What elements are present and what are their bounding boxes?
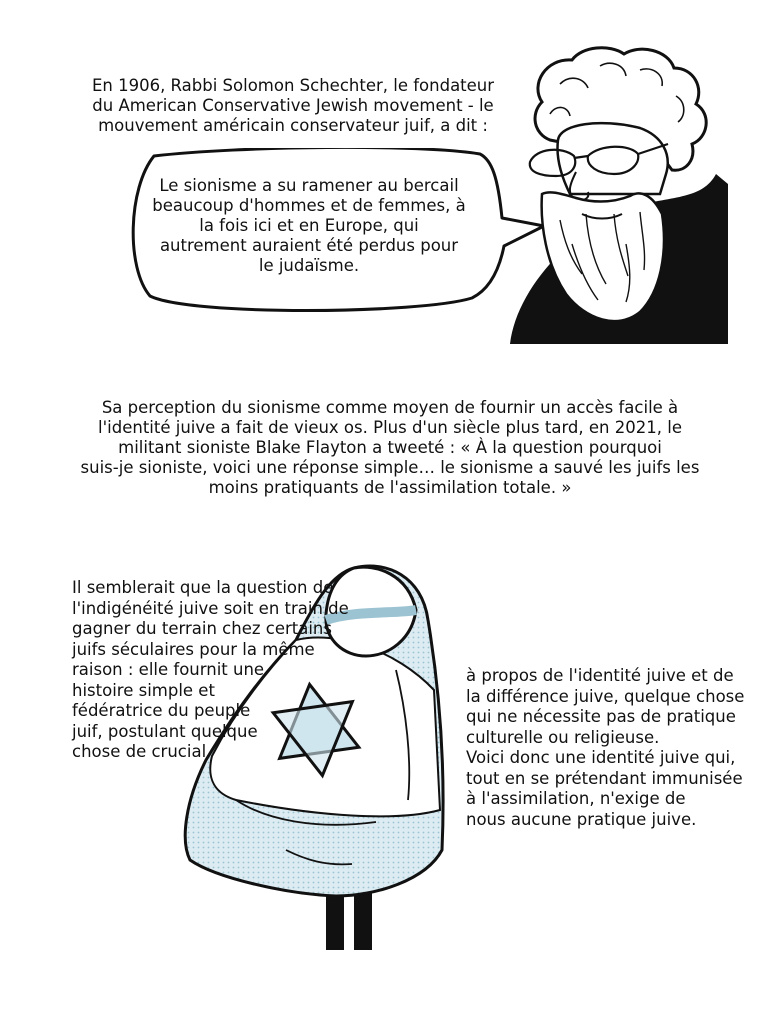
caption-line: fédératrice du peuple [72, 701, 251, 720]
caption-line: la différence juive, quelque chose [466, 686, 745, 706]
caption-line: suis-je sioniste, voici une réponse simple… le sionisme a sauvé les juifs les [80, 458, 700, 477]
rabbi-portrait-illustration [490, 44, 730, 346]
speech-line: autrement auraient été perdus pour [159, 236, 459, 255]
caption-line: Voici donc une identité juive qui, [466, 748, 736, 767]
caption-line: juif, postulant quelque [72, 721, 258, 741]
caption-line: tout en se prétendant immunisée [466, 768, 743, 788]
caption-line: Sa perception du sionisme comme moyen de fournir un accès facile à [101, 398, 679, 417]
caption-line: Il semblerait que la question de [72, 578, 334, 597]
caption-line: raison : elle fournit une [72, 660, 265, 679]
caption-line: qui ne nécessite pas de pratique [466, 707, 736, 726]
caption-line: histoire simple et [72, 680, 215, 700]
mid-caption [40, 398, 740, 498]
lower-left-caption [72, 578, 372, 763]
caption-line: à propos de l'identité juive et de [466, 666, 734, 685]
caption-line: l'identité juive a fait de vieux os. Plus d'un siècle plus tard, en 2021, le [98, 418, 682, 437]
caption-line: En 1906, Rabbi Solomon Schechter, le fondateur [91, 76, 495, 95]
caption-line: à l'assimilation, n'exige de [466, 789, 686, 808]
caption-line: mouvement américain conservateur juif, a dit : [98, 116, 488, 135]
speech-text [150, 176, 468, 276]
speech-line: beaucoup d'hommes et de femmes, à [152, 196, 466, 215]
caption-line: militant sioniste Blake Flayton a tweeté : « À la question pourquoi [118, 438, 662, 457]
speech-line: Le sionisme a su ramener au bercail [159, 176, 459, 195]
caption-line: culturelle ou religieuse. [466, 727, 660, 747]
caption-line: chose de crucial [72, 742, 207, 761]
intro-caption [58, 76, 528, 136]
caption-line: gagner du terrain chez certains [72, 619, 332, 638]
caption-line: juifs séculaires pour la même [72, 639, 315, 659]
lower-right-caption [466, 666, 766, 830]
caption-line: moins pratiquants de l'assimilation totale. » [208, 478, 572, 497]
speech-line: la fois ici et en Europe, qui [199, 216, 419, 235]
speech-line: le judaïsme. [258, 256, 360, 275]
caption-line: nous aucune pratique juive. [466, 809, 697, 829]
caption-line: du American Conservative Jewish movement - le [92, 96, 494, 115]
caption-line: l'indigénéité juive soit en train de [72, 598, 349, 618]
